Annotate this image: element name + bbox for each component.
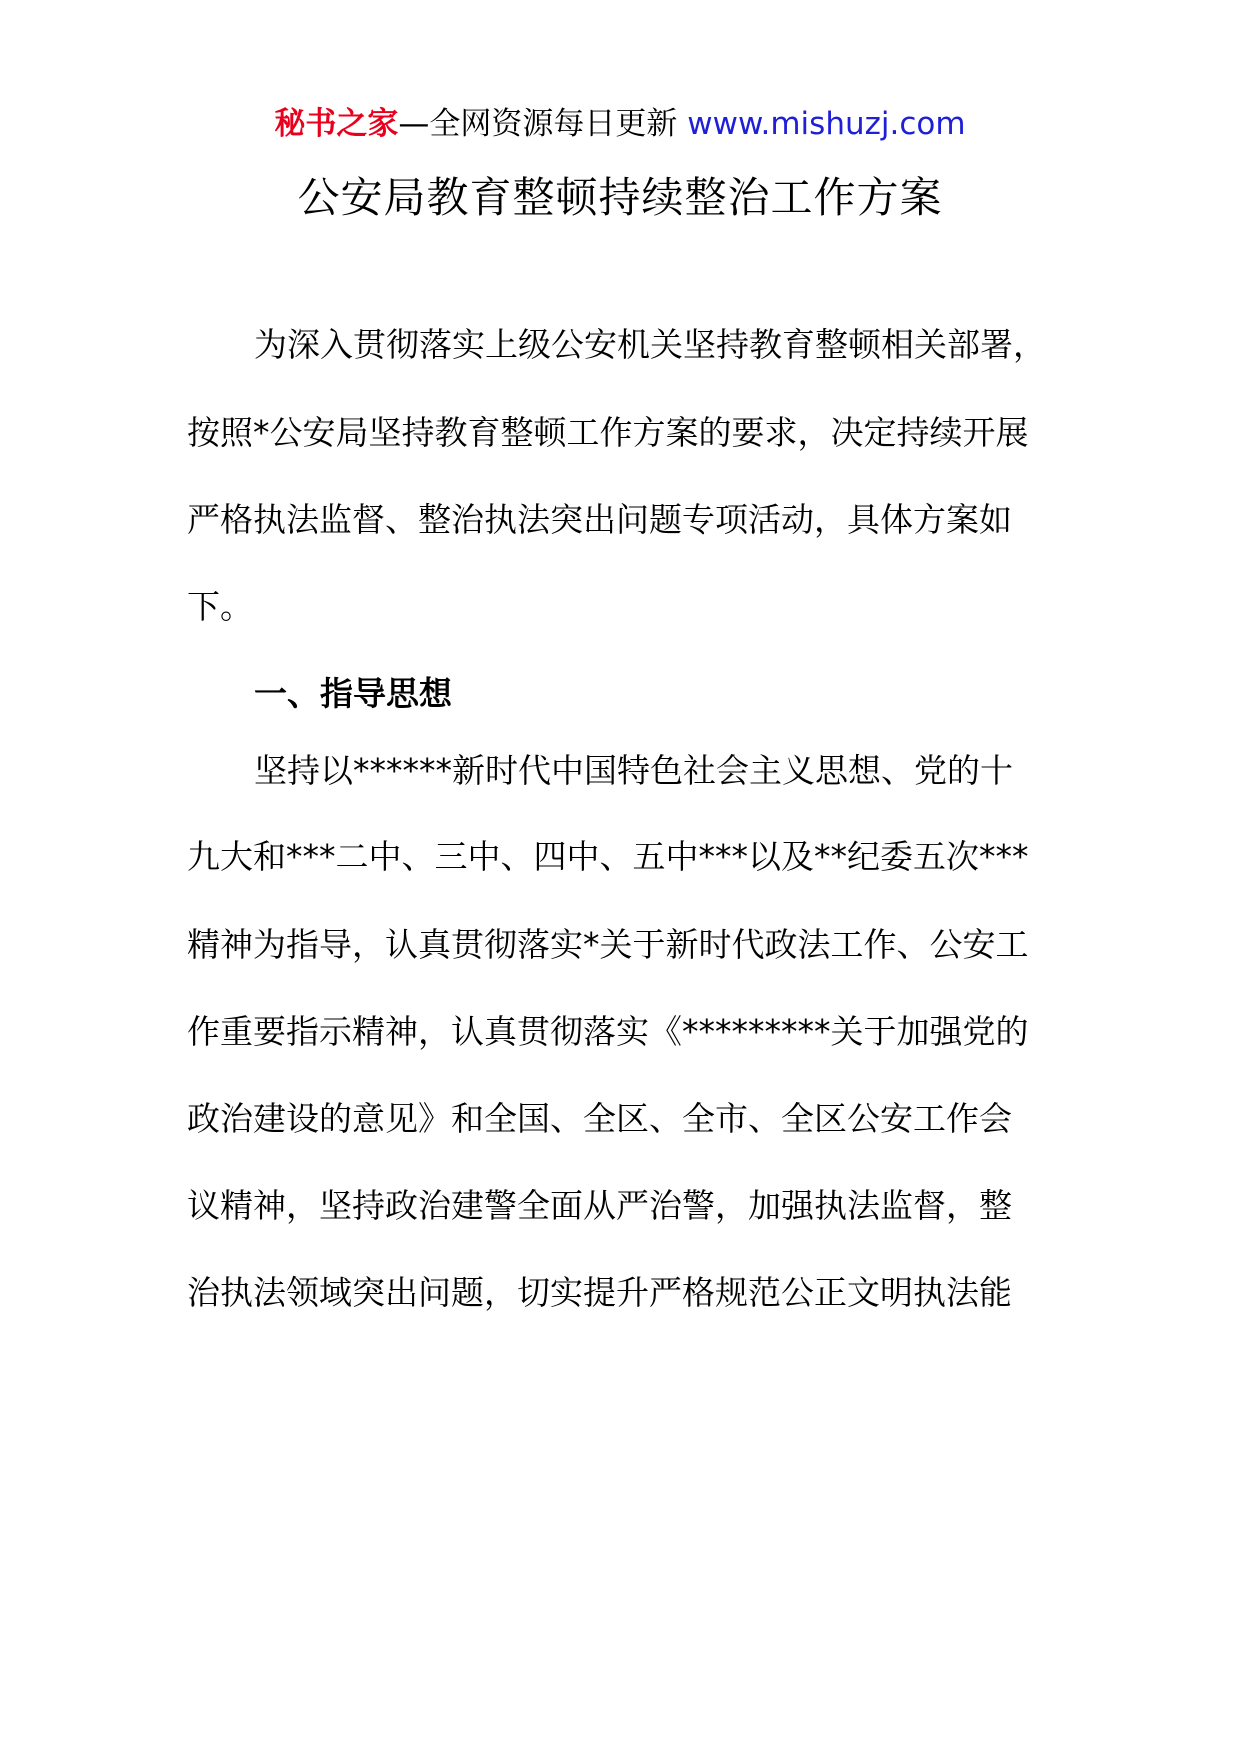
paragraph-line: 下。 (187, 587, 253, 626)
section-heading: 一、指导思想 (254, 674, 452, 713)
document-title: 公安局教育整顿持续整治工作方案 (297, 173, 943, 222)
site-brand: 秘书之家 (274, 106, 399, 142)
paragraph-line: 按照*公安局坚持教育整顿工作方案的要求，决定持续开展 (187, 413, 1029, 452)
paragraph-line: 议精神，坚持政治建警全面从严治警，加强执法监督，整 (187, 1186, 1012, 1225)
site-slogan: —全网资源每日更新 (398, 106, 678, 142)
paragraph-line: 作重要指示精神，认真贯彻落实《*********关于加强党的 (187, 1012, 1029, 1051)
paragraph-line: 九大和***二中、三中、四中、五中***以及**纪委五次*** (187, 837, 1029, 876)
site-header (0, 102, 1240, 146)
paragraph-line: 政治建设的意见》和全国、全区、全市、全区公安工作会 (187, 1099, 1012, 1138)
paragraph-line: 严格执法监督、整治执法突出问题专项活动，具体方案如 (187, 500, 1012, 539)
paragraph-line: 坚持以******新时代中国特色社会主义思想、党的十 (254, 751, 1013, 790)
paragraph-line: 治执法领域突出问题，切实提升严格规范公正文明执法能 (187, 1273, 1012, 1312)
paragraph-line: 为深入贯彻落实上级公安机关坚持教育整顿相关部署， (254, 325, 1046, 364)
site-url[interactable]: www.mishuzj.com (687, 106, 966, 142)
paragraph-line: 精神为指导，认真贯彻落实*关于新时代政法工作、公安工 (187, 925, 1029, 964)
